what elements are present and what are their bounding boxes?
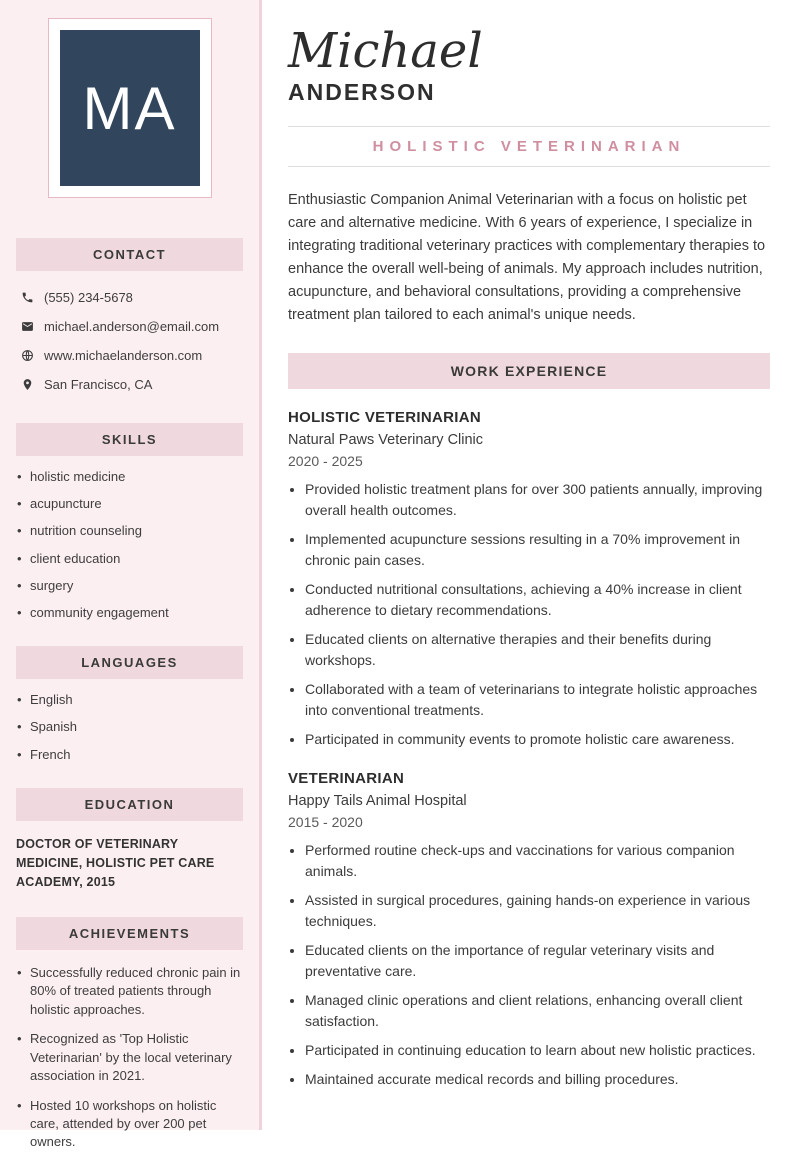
location-icon	[20, 378, 34, 392]
language-item: • English	[16, 691, 243, 709]
job-title: VETERINARIAN	[288, 769, 405, 787]
contact-heading-label: CONTACT	[92, 247, 167, 262]
contact-website-text: www.michaelanderson.com	[44, 348, 203, 363]
skills-section	[16, 423, 243, 622]
achievements-heading-label: ACHIEVEMENTS	[68, 925, 191, 941]
skills-list	[16, 468, 243, 622]
bullet-item: • Implemented acupuncture sessions resulting in a 70% improvement in chronic pain cases.	[305, 529, 770, 571]
contact-email-text: michael.anderson@email.com	[44, 319, 220, 334]
achievements-list	[16, 964, 243, 1152]
skills-heading-label: SKILLS	[101, 432, 158, 447]
bullet-item: • Conducted nutritional consultations, achieving a 40% increase in client adherence to dietary recommendations.	[305, 579, 770, 621]
email-icon	[20, 320, 34, 334]
bullet-item: • Educated clients on alternative therapies and their benefits during workshops.	[305, 629, 770, 671]
contact-section	[16, 238, 243, 399]
contact-item-email	[16, 312, 243, 341]
main-content	[262, 0, 800, 1130]
education-heading-label: EDUCATION	[84, 796, 175, 812]
bullet-item: • Maintained accurate medical records and billing procedures.	[305, 1069, 770, 1090]
first-name: Michael	[288, 23, 483, 79]
contact-location-text: San Francisco, CA	[44, 377, 153, 392]
work-experience-heading-label: WORK EXPERIENCE	[450, 362, 608, 379]
languages-list	[16, 691, 243, 764]
achievement-item: • Recognized as 'Top Holistic Veterinarian' by the local veterinary association in 2021.	[16, 1030, 243, 1085]
skill-item: • acupuncture	[16, 495, 243, 513]
profile-photo-frame	[48, 18, 212, 198]
bullet-item: • Participated in community events to promote holistic care awareness.	[305, 729, 770, 750]
achievement-item: • Successfully reduced chronic pain in 80% of treated patients through holistic approaches.	[16, 964, 243, 1019]
last-name: ANDERSON	[288, 79, 436, 106]
job-dates: 2015 - 2020	[288, 813, 363, 830]
skill-item: • community engagement	[16, 604, 243, 622]
bullet-item: • Participated in continuing education to learn about new holistic practices.	[305, 1040, 770, 1061]
bullet-item: • Assisted in surgical procedures, gaining hands-on experience in various techniques.	[305, 890, 770, 932]
languages-heading-label: LANGUAGES	[81, 655, 178, 671]
contact-item-website	[16, 341, 243, 370]
achievements-section	[16, 917, 243, 1152]
bullet-item: • Collaborated with a team of veterinarians to integrate holistic approaches into conventional treatments.	[305, 679, 770, 721]
bullet-item: • Educated clients on the importance of regular veterinary visits and preventative care.	[305, 940, 770, 982]
title-block	[288, 126, 770, 167]
contact-heading	[16, 238, 243, 271]
job-company: Natural Paws Veterinary Clinic	[288, 431, 484, 448]
job-section-2	[288, 770, 770, 1090]
languages-heading	[16, 646, 243, 679]
skill-item: • holistic medicine	[16, 468, 243, 486]
achievement-item: • Hosted 10 workshops on holistic care, attended by over 200 pet owners.	[16, 1097, 243, 1152]
sidebar	[0, 0, 262, 1150]
phone-icon	[20, 291, 34, 305]
contact-phone-text: (555) 234-5678	[44, 290, 133, 305]
job-bullets	[288, 479, 770, 750]
languages-section	[16, 646, 243, 764]
achievements-heading	[16, 917, 243, 950]
profile-monogram	[60, 30, 200, 186]
bullet-item: • Performed routine check-ups and vaccinations for various companion animals.	[305, 840, 770, 882]
job-dates: 2020 - 2025	[288, 452, 363, 469]
contact-item-phone	[16, 283, 243, 312]
contact-list	[16, 283, 243, 399]
resume-title: HOLISTIC VETERINARIAN	[372, 138, 686, 156]
job-bullets	[288, 840, 770, 1090]
work-experience-heading	[288, 353, 770, 389]
skill-item: • client education	[16, 550, 243, 568]
education-section	[16, 788, 243, 893]
skills-heading	[16, 423, 243, 456]
language-item: • Spanish	[16, 718, 243, 736]
bullet-item: • Provided holistic treatment plans for over 300 patients annually, improving overall health outcomes.	[305, 479, 770, 521]
website-icon	[20, 349, 34, 363]
education-heading	[16, 788, 243, 821]
language-item: • French	[16, 746, 243, 764]
skill-item: • nutrition counseling	[16, 522, 243, 540]
skill-item: • surgery	[16, 577, 243, 595]
bullet-item: • Managed clinic operations and client relations, enhancing overall client satisfaction.	[305, 990, 770, 1032]
job-company: Happy Tails Animal Hospital	[288, 792, 467, 809]
job-title: HOLISTIC VETERINARIAN	[288, 408, 481, 426]
contact-item-location	[16, 370, 243, 399]
monogram-initials: MA	[82, 74, 177, 142]
education-text: DOCTOR OF VETERINARY MEDICINE, HOLISTIC PET CARE ACADEMY, 2015	[16, 836, 215, 890]
profile-summary: Enthusiastic Companion Animal Veterinarian with a focus on holistic pet care and alternative medicine. With 6 years of experience, I specialize in integrating traditional veterinary practices with complementary therapies to enhance the overall well-being of animals. My approach includes nutrition, acupuncture, and behavioral consultations, providing a comprehensive treatment plan tailored to each animal's unique needs.	[288, 192, 766, 323]
job-section-1	[288, 409, 770, 750]
